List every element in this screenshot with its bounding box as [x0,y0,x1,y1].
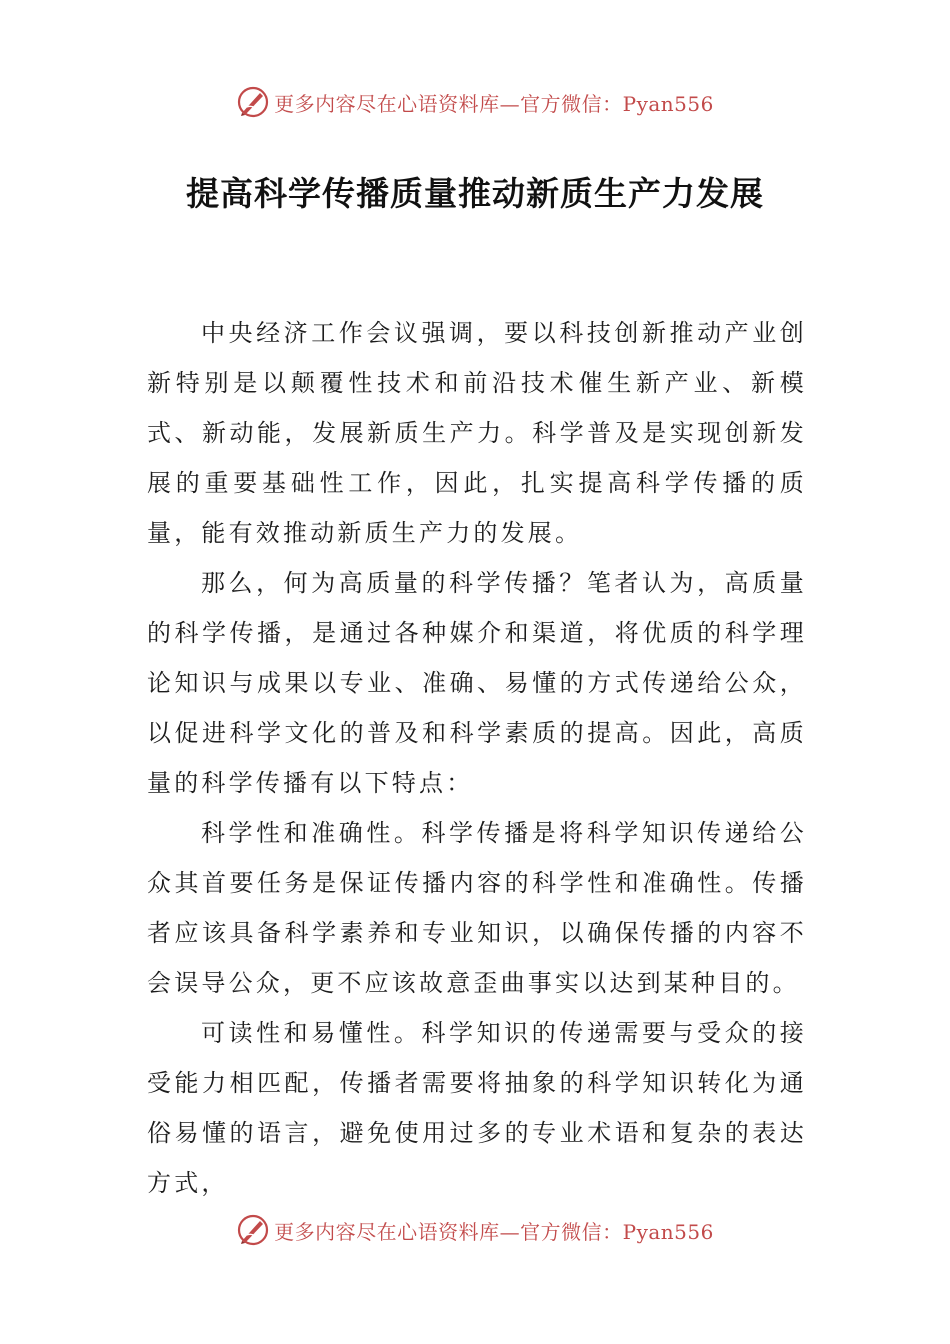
pen-seal-logo-icon [236,1213,270,1247]
paragraph: 可读性和易懂性。科学知识的传递需要与受众的接受能力相匹配，传播者需要将抽象的科学知识转化为通俗易懂的语言，避免使用过多的专业术语和复杂的表达方式， [147,1019,807,1197]
banner-text: 更多内容尽在心语资料库—官方微信：Pyan556 [274,91,714,116]
footer-watermark-banner [0,1210,950,1250]
document-title: 提高科学传播质量推动新质生产力发展 [186,174,764,213]
document-body [147,308,807,1208]
paragraph: 那么，何为高质量的科学传播？笔者认为，高质量的科学传播，是通过各种媒介和渠道，将优质的科学理论知识与成果以专业、准确、易懂的方式传递给公众，以促进科学文化的普及和科学素质的提高。因此，高质量的科学传播有以下特点： [147,569,807,797]
banner-text: 更多内容尽在心语资料库—官方微信：Pyan556 [274,1219,714,1244]
paragraph: 科学性和准确性。科学传播是将科学知识传递给公众其首要任务是保证传播内容的科学性和准确性。传播者应该具备科学素养和专业知识，以确保传播的内容不会误导公众，更不应该故意歪曲事实以达到某种目的。 [147,819,807,997]
paragraph: 中央经济工作会议强调，要以科技创新推动产业创新特别是以颠覆性技术和前沿技术催生新产业、新模式、新动能，发展新质生产力。科学普及是实现创新发展的重要基础性工作，因此，扎实提高科学传播的质量，能有效推动新质生产力的发展。 [147,319,807,547]
header-watermark-banner [0,82,950,122]
pen-seal-logo-icon [236,85,270,119]
